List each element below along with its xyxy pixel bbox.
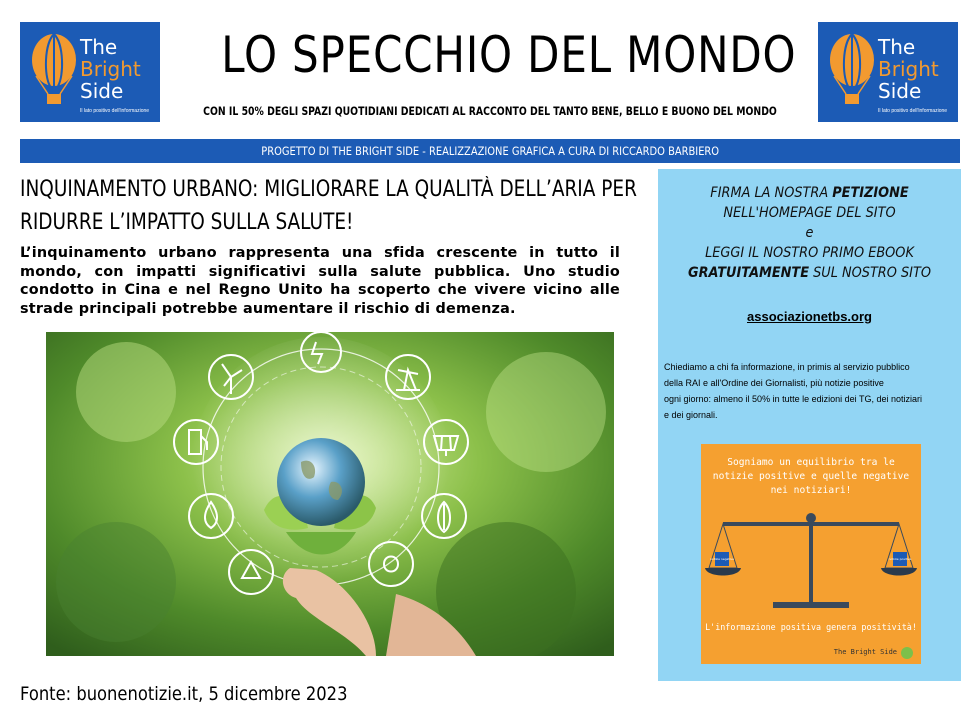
article-intro: L’inquinamento urbano rappresenta una sfida crescente in tutto il mondo, con impatti significativi sulla salute pubblica. Uno studio condotto in Cina e nel Regno Unito ha scoperto che vivere vicino alle strade principali potrebbe aumentare il rischio di demenza. xyxy=(20,245,620,317)
page-title: LO SPECCHIO DEL MONDO xyxy=(221,26,797,84)
petition-line: NELL'HOMEPAGE DEL SITO xyxy=(723,205,896,221)
balloon-logo-icon xyxy=(28,32,80,112)
poster-text: Sogniamo un equilibrio tra le notizie positive e quelle negative nei notiziari! xyxy=(712,457,910,496)
appeal-text: Chiediamo a chi fa informazione, in primis al servizio pubblico della RAI e all'Ordine dei Giornalisti, più notizie positive ogni giorno: almeno il 50% in tutte le edizioni dei TG, dei notiziari e dei giornali. xyxy=(664,362,922,420)
logo-tagline: Il lato positivo dell'informazione xyxy=(878,108,948,114)
right-pan-label: notizie positive xyxy=(888,557,912,561)
poster-brand: The Bright Side xyxy=(833,648,897,656)
article-source: Fonte: buonenotizie.it, 5 dicembre 2023 xyxy=(20,683,348,705)
logo-right xyxy=(818,22,958,122)
poster-tagline: L'informazione positiva genera positività! xyxy=(705,622,917,632)
website-link[interactable]: associazionetbs.org xyxy=(747,309,872,324)
page-subtitle: CON IL 50% DEGLI SPAZI QUOTIDIANI DEDICATI AL RACCONTO DEL TANTO BENE, BELLO E BUONO DEL MONDO xyxy=(203,104,777,118)
ebook-text: SUL NOSTRO SITO xyxy=(809,265,931,281)
project-banner: PROGETTO DI THE BRIGHT SIDE - REALIZZAZIONE GRAFICA A CURA DI RICCARDO BARBIERO xyxy=(20,139,960,163)
article-photo xyxy=(46,332,614,656)
balance-poster xyxy=(701,444,921,664)
petition-conjunction: e xyxy=(805,225,814,241)
apple-icon xyxy=(901,647,913,659)
ebook-line: LEGGI IL NOSTRO PRIMO EBOOK xyxy=(705,245,914,261)
left-pan-label: notizie negative xyxy=(709,557,735,561)
balloon-logo-icon xyxy=(826,32,878,112)
petition-emphasis: PETIZIONE xyxy=(832,185,909,201)
sidebar-panel xyxy=(658,169,961,681)
ebook-emphasis: GRATUITAMENTE xyxy=(688,265,810,281)
article-headline: INQUINAMENTO URBANO: MIGLIORARE LA QUALITÀ DELL’ARIA PER RIDURRE L’IMPATTO SULLA SALUTE! xyxy=(20,177,637,235)
globe-icon xyxy=(277,438,365,526)
petition-text: FIRMA LA NOSTRA xyxy=(710,185,833,201)
petition-callout xyxy=(658,183,961,283)
logo-title: The Bright Side xyxy=(80,35,141,103)
logo-tagline: Il lato positivo dell'informazione xyxy=(80,108,150,114)
logo-left xyxy=(20,22,160,122)
logo-title: The Bright Side xyxy=(878,35,939,103)
scale-icon xyxy=(701,506,921,616)
